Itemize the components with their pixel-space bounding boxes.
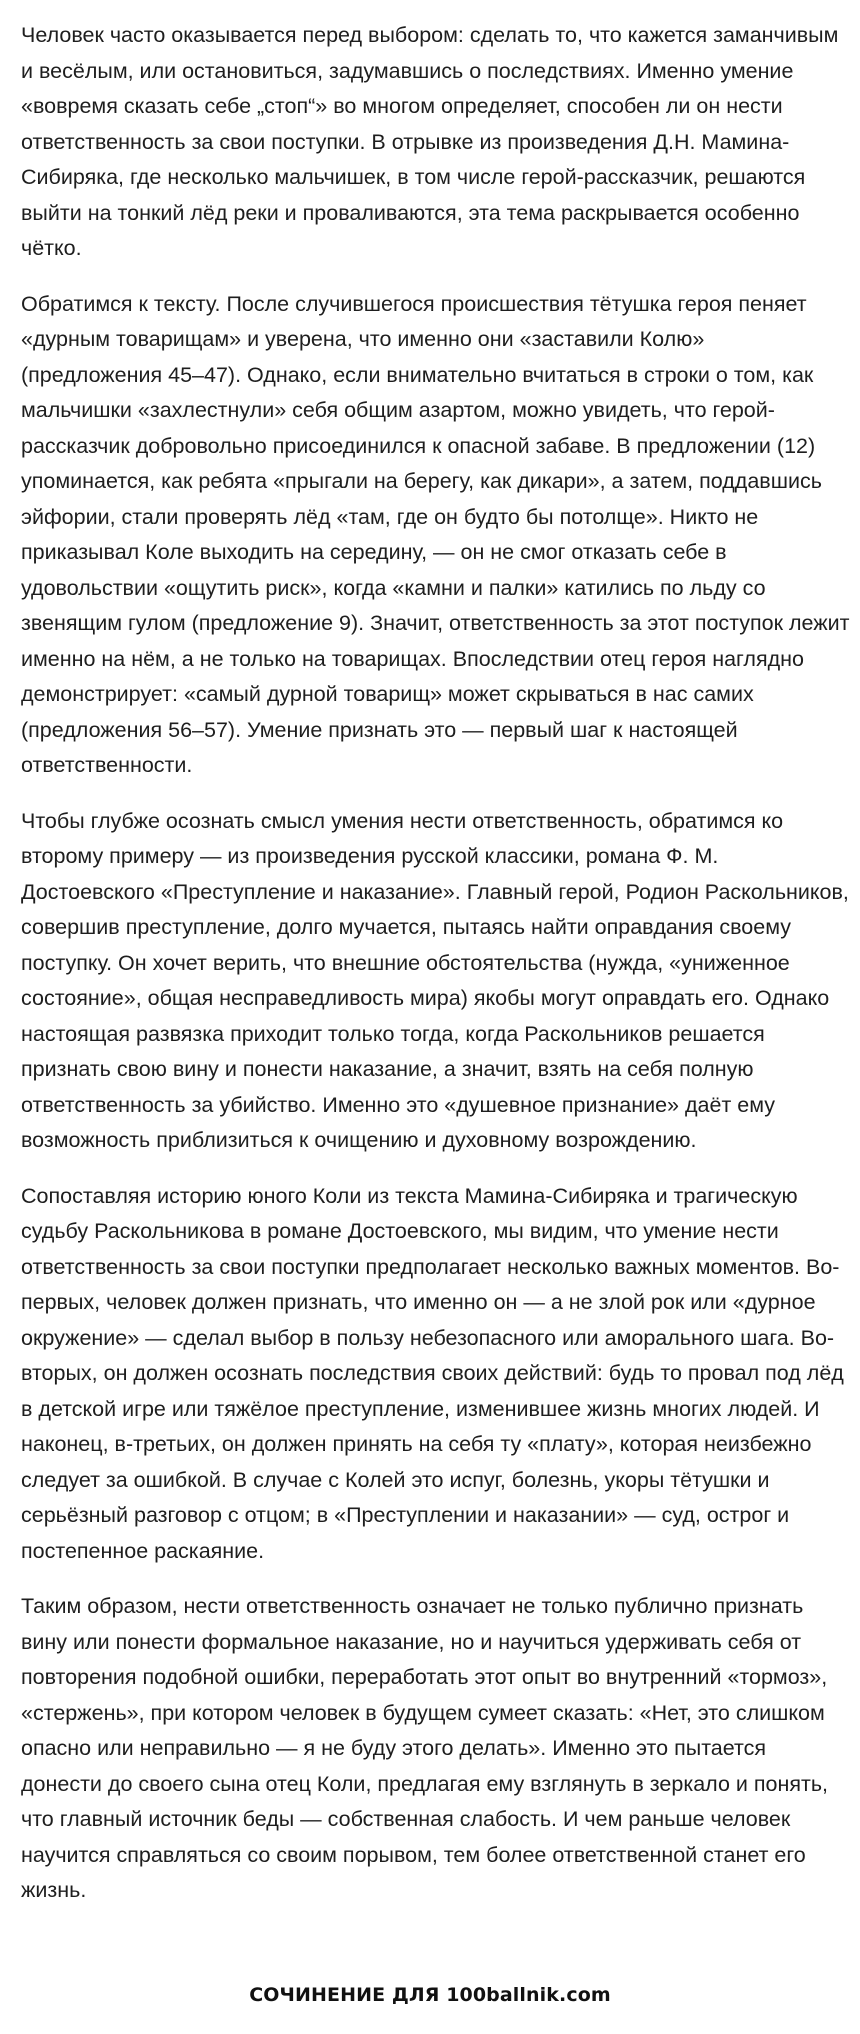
essay-paragraph-4: Сопоставляя историю юного Коли из текста Мамина-Сибиряка и трагическую судьбу Раскольникова в романе Достоевского, мы видим, что умение нести ответственность за свои поступки предполагает несколько важных моментов. Во-первых, человек должен признать, что именно он — а не злой рок или «дурное окружение» — сделал выбор в пользу небезопасного или аморального шага. Во-вторых, он должен осознать последствия своих действий: будь то провал под лёд в детской игре или тяжёлое преступление, изменившее жизнь многих людей. И наконец, в-третьих, он должен принять на себя ту «плату», которая неизбежно следует за ошибкой. В случае с Колей это испуг, болезнь, укоры тётушки и серьёзный разговор с отцом; в «Преступлении и наказании» — суд, острог и постепенное раскаяние. [21, 1183, 844, 1563]
essay-paragraph-1: Человек часто оказывается перед выбором: сделать то, что кажется заманчивым и весёлым, или остановиться, задумавшись о последствиях. Именно умение «вовремя сказать себе „стоп“» во многом определяет, способен ли он нести ответственность за свои поступки. В отрывке из произведения Д.Н. Мамина-Сибиряка, где несколько мальчишек, в том числе герой-рассказчик, решаются выйти на тонкий лёд реки и проваливаются, эта тема раскрывается особенно чётко. [21, 23, 839, 260]
essay-paragraph-5: Таким образом, нести ответственность означает не только публично признать вину или понести формальное наказание, но и научиться удерживать себя от повторения подобной ошибки, переработать этот опыт во внутренний «тормоз», «стержень», при котором человек в будущем сумеет сказать: «Нет, это слишком опасно или неправильно — я не буду этого делать». Именно это пытается донести до своего сына отец Коли, предлагая ему взглянуть в зеркало и понять, что главный источник беды — собственная слабость. И чем раньше человек научится справляться со своим порывом, тем более ответственной станет его жизнь. [21, 1594, 829, 1902]
essay-paragraph-2: Обратимся к тексту. После случившегося происшествия тётушка героя пеняет «дурным товарищам» и уверена, что именно они «заставили Колю» (предложения 45–47). Однако, если внимательно вчитаться в строки о том, как мальчишки «захлестнули» себя общим азартом, можно увидеть, что герой-рассказчик добровольно присоединился к опасной забаве. В предложении (12) упоминается, как ребята «прыгали на берегу, как дикари», а затем, поддавшись эйфории, стали проверять лёд «там, где он будто бы потолще». Никто не приказывал Коле выходить на середину, — он не смог отказать себе в удовольствии «ощутить риск», когда «камни и палки» катились по льду со звенящим гулом (предложение 9). Значит, ответственность за этот поступок лежит именно на нём, а не только на товарищах. Впоследствии отец героя наглядно демонстрирует: «самый дурной товарищ» может скрываться в нас самих (предложения 56–57). Умение признать это — первый шаг к настоящей ответственности. [21, 291, 850, 777]
essay-paragraph-3: Чтобы глубже осознать смысл умения нести ответственность, обратимся ко второму примеру — из произведения русской классики, романа Ф. М. Достоевского «Преступление и наказание». Главный герой, Родион Раскольников, совершив преступление, долго мучается, пытаясь найти оправдания своему поступку. Он хочет верить, что внешние обстоятельства (нужда, «униженное состояние», общая несправедливость мира) якобы могут оправдать его. Однако настоящая развязка приходит только тогда, когда Раскольников решается признать свою вину и понести наказание, а значит, взять на себя полную ответственность за убийство. Именно это «душевное признание» даёт ему возможность приблизиться к очищению и духовному возрождению. [21, 808, 849, 1152]
footer-caption: СОЧИНЕНИЕ ДЛЯ 100ballnik.com [249, 1984, 611, 2006]
essay-body [21, 18, 851, 1929]
